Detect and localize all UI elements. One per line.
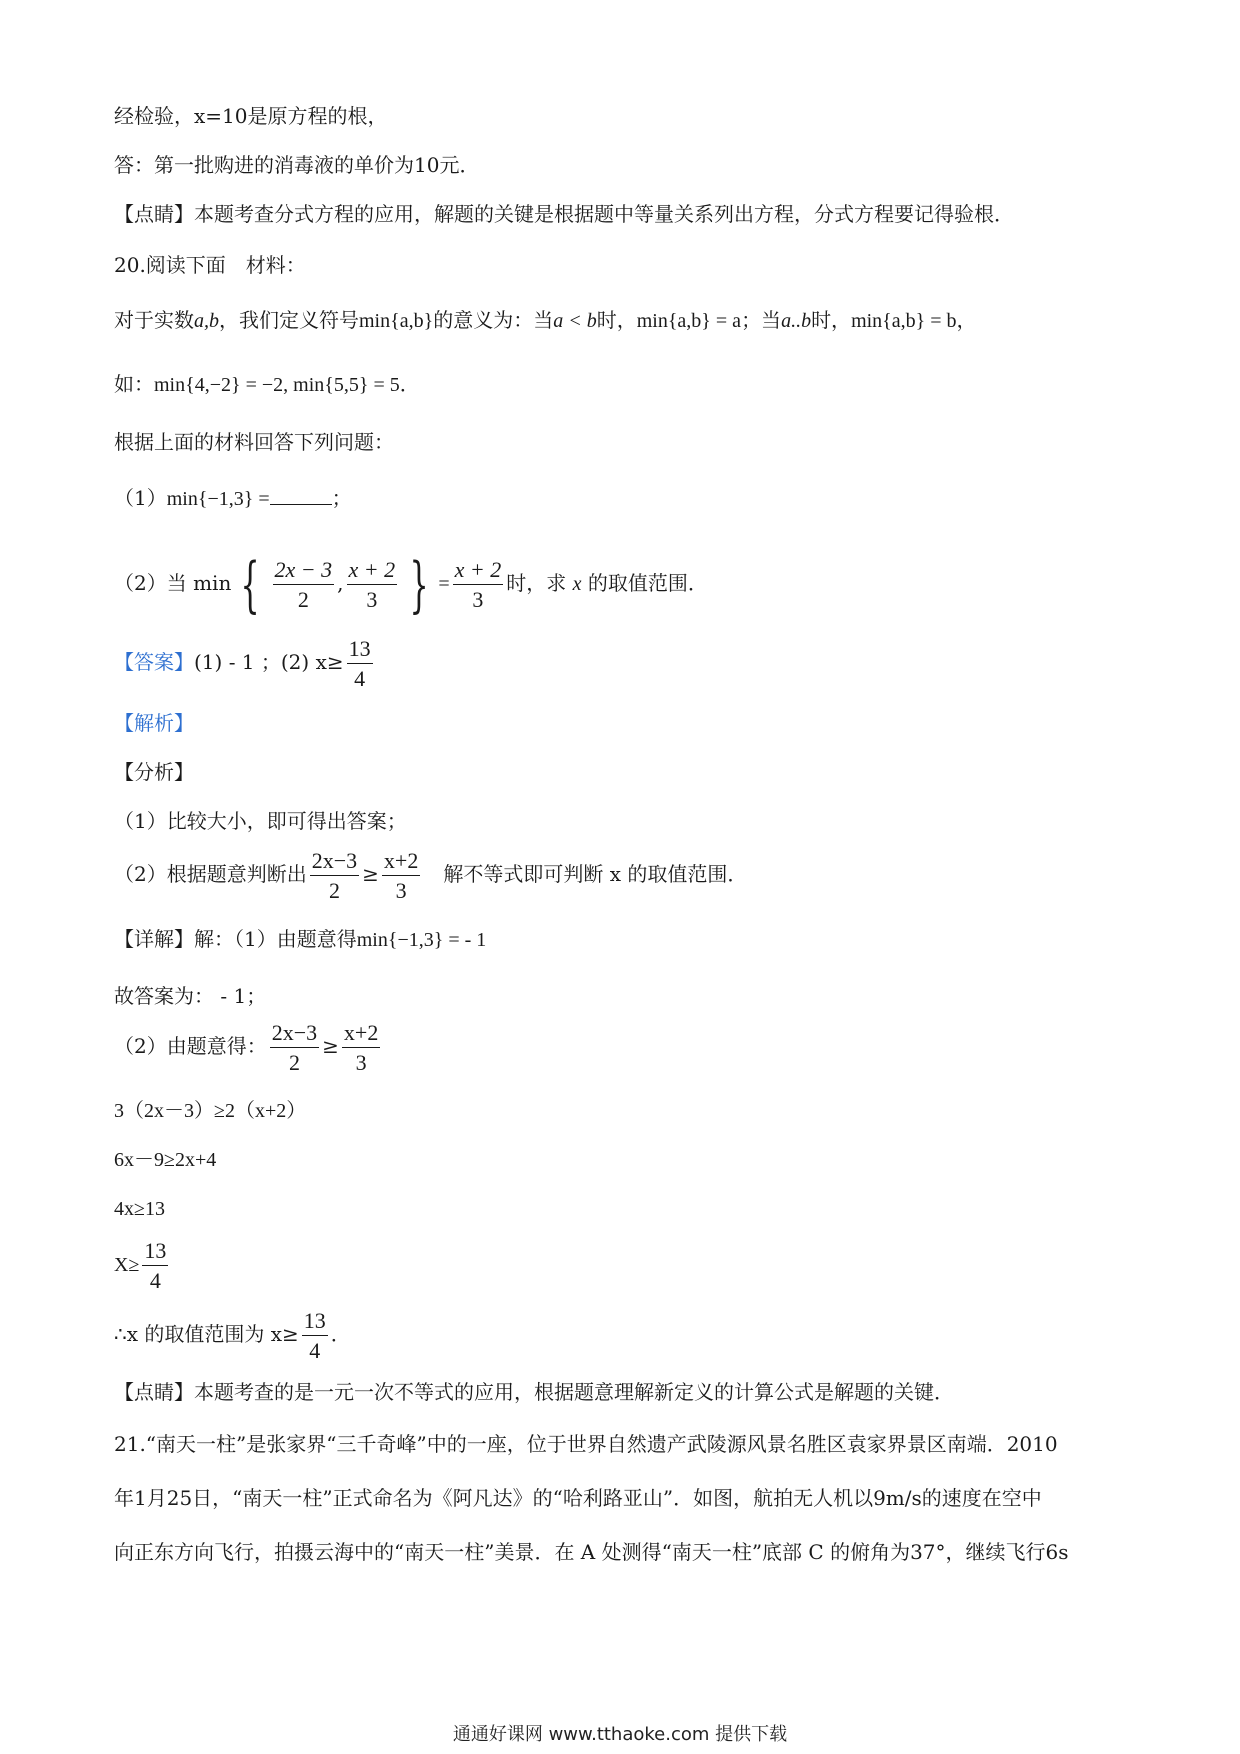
fraction	[273, 556, 335, 612]
denominator: 2	[288, 1049, 300, 1075]
question-21-line: 年1月25日，“南天一柱”正式命名为《阿凡达》的“哈利路亚山”．如图，航拍无人机以9m/s的速度在空中	[114, 1486, 1042, 1510]
text: 【详解】解：（1）由题意得	[114, 927, 357, 951]
example-line	[114, 370, 1130, 399]
text: 时，求	[506, 571, 567, 595]
text-line: 经检验，x=10是原方程的根，	[114, 104, 388, 128]
text: （2）当 min	[114, 571, 232, 595]
fraction	[270, 1019, 319, 1075]
math: min{a,b} = b	[851, 310, 957, 332]
fraction	[310, 847, 359, 903]
text: (1) - 1 ；(2) x≥	[194, 650, 344, 674]
equation-line	[114, 1232, 1130, 1296]
denominator: 3	[355, 1049, 367, 1075]
text: 时，	[811, 308, 852, 332]
conclusion-line	[114, 1302, 1130, 1366]
numerator: x + 2	[347, 559, 398, 585]
numerator: 13	[347, 638, 373, 664]
question-part-1	[114, 484, 1130, 513]
text-line: 【点睛】本题考查分式方程的应用，解题的关键是根据题中等量关系列出方程，分式方程要记得验根．	[114, 202, 1014, 226]
text: 如：	[114, 372, 154, 396]
text: ，	[956, 308, 977, 332]
denominator: 3	[366, 586, 378, 612]
text: 的意义为：当	[433, 308, 554, 332]
text: 解不等式即可判断 x 的取值范围．	[443, 862, 748, 886]
math: ≥	[362, 862, 379, 886]
math: a..b	[781, 310, 812, 332]
text-line: 故答案为： - 1；	[114, 984, 267, 1008]
text: （2）根据题意判断出	[114, 862, 307, 886]
text-line: 【分析】	[114, 760, 194, 784]
text-line: 根据上面的材料回答下列问题：	[114, 430, 394, 454]
denominator: 2	[297, 586, 309, 612]
fraction	[382, 847, 420, 903]
numerator: 13	[142, 1240, 168, 1266]
numerator: 2x−3	[310, 850, 359, 876]
definition-line	[114, 306, 1130, 335]
text-line: （1）比较大小，即可得出答案；	[114, 809, 407, 833]
page-footer: 通通好课网 www.tthaoke.com 提供下载	[452, 1724, 788, 1745]
math: ≥	[322, 1034, 339, 1058]
text: ；	[331, 486, 352, 510]
math: min{4,−2} = −2, min{5,5} = 5	[154, 374, 400, 396]
text: ，我们定义符号	[219, 308, 359, 332]
question-21-line: 21.“南天一柱”是张家界“三千奇峰”中的一座，位于世界自然遗产武陵源风景名胜区袁家界景区南端．2010	[114, 1432, 1058, 1456]
text: 时，	[596, 308, 637, 332]
equation-line: 6x－9≥2x+4	[114, 1149, 217, 1171]
math: a,b	[194, 310, 219, 332]
question-part-2	[114, 548, 1130, 618]
fraction	[347, 635, 373, 691]
equation-line: 3（2x－3）≥2（x+2）	[114, 1100, 307, 1122]
answer-line	[114, 630, 1130, 694]
text: ∴x 的取值范围为 x≥	[114, 1322, 299, 1346]
numerator: x+2	[342, 1022, 380, 1048]
text: ,	[337, 571, 344, 595]
numerator: 2x−3	[270, 1022, 319, 1048]
denominator: 3	[472, 586, 484, 612]
text: 对于实数	[114, 308, 194, 332]
question-20-title: 20.阅读下面 材料：	[114, 253, 306, 277]
fraction	[142, 1237, 168, 1293]
equation-line: 4x≥13	[114, 1198, 165, 1220]
denominator: 4	[354, 665, 366, 691]
text: ．	[399, 372, 420, 396]
numerator: x + 2	[453, 559, 504, 585]
text: （2）由题意得：	[114, 1034, 267, 1058]
answer-tag: 【答案】	[114, 650, 194, 674]
text: 的取值范围．	[587, 571, 708, 595]
math: min{−1,3} =	[166, 488, 270, 510]
answer-blank	[270, 484, 332, 505]
fraction	[347, 556, 398, 612]
fraction	[342, 1019, 380, 1075]
fraction	[453, 556, 504, 612]
text-line: 答：第一批购进的消毒液的单价为10元．	[114, 153, 480, 177]
math: X≥	[114, 1254, 140, 1276]
text: ；当	[741, 308, 782, 332]
left-brace: {	[240, 549, 260, 620]
denominator: 2	[328, 877, 340, 903]
denominator: 4	[309, 1337, 321, 1363]
math: =	[438, 573, 450, 595]
math: min{a,b}	[359, 310, 434, 332]
question-21-line: 向正东方向飞行，拍摄云海中的“南天一柱”美景．在 A 处测得“南天一柱”底部 C 的俯角为37°，继续飞行6s	[114, 1540, 1069, 1564]
fraction	[302, 1307, 328, 1363]
numerator: 2x − 3	[273, 559, 335, 585]
math: min{−1,3} = - 1	[356, 929, 487, 951]
solution-line	[114, 925, 1130, 954]
numerator: 13	[302, 1310, 328, 1336]
solution-step-2	[114, 1014, 1130, 1078]
text-line: 【点睛】本题考查的是一元一次不等式的应用，根据题意理解新定义的计算公式是解题的关键．	[114, 1380, 954, 1404]
analysis-step-2	[114, 842, 1130, 906]
analysis-tag: 【解析】	[114, 711, 194, 735]
text: ．	[330, 1322, 351, 1346]
math: min{a,b} = a	[636, 310, 742, 332]
text: （1）	[114, 486, 167, 510]
denominator: 4	[149, 1267, 161, 1293]
denominator: 3	[395, 877, 407, 903]
right-brace: }	[409, 549, 429, 620]
math: x	[572, 573, 582, 595]
numerator: x+2	[382, 850, 420, 876]
math: a < b	[553, 310, 597, 332]
